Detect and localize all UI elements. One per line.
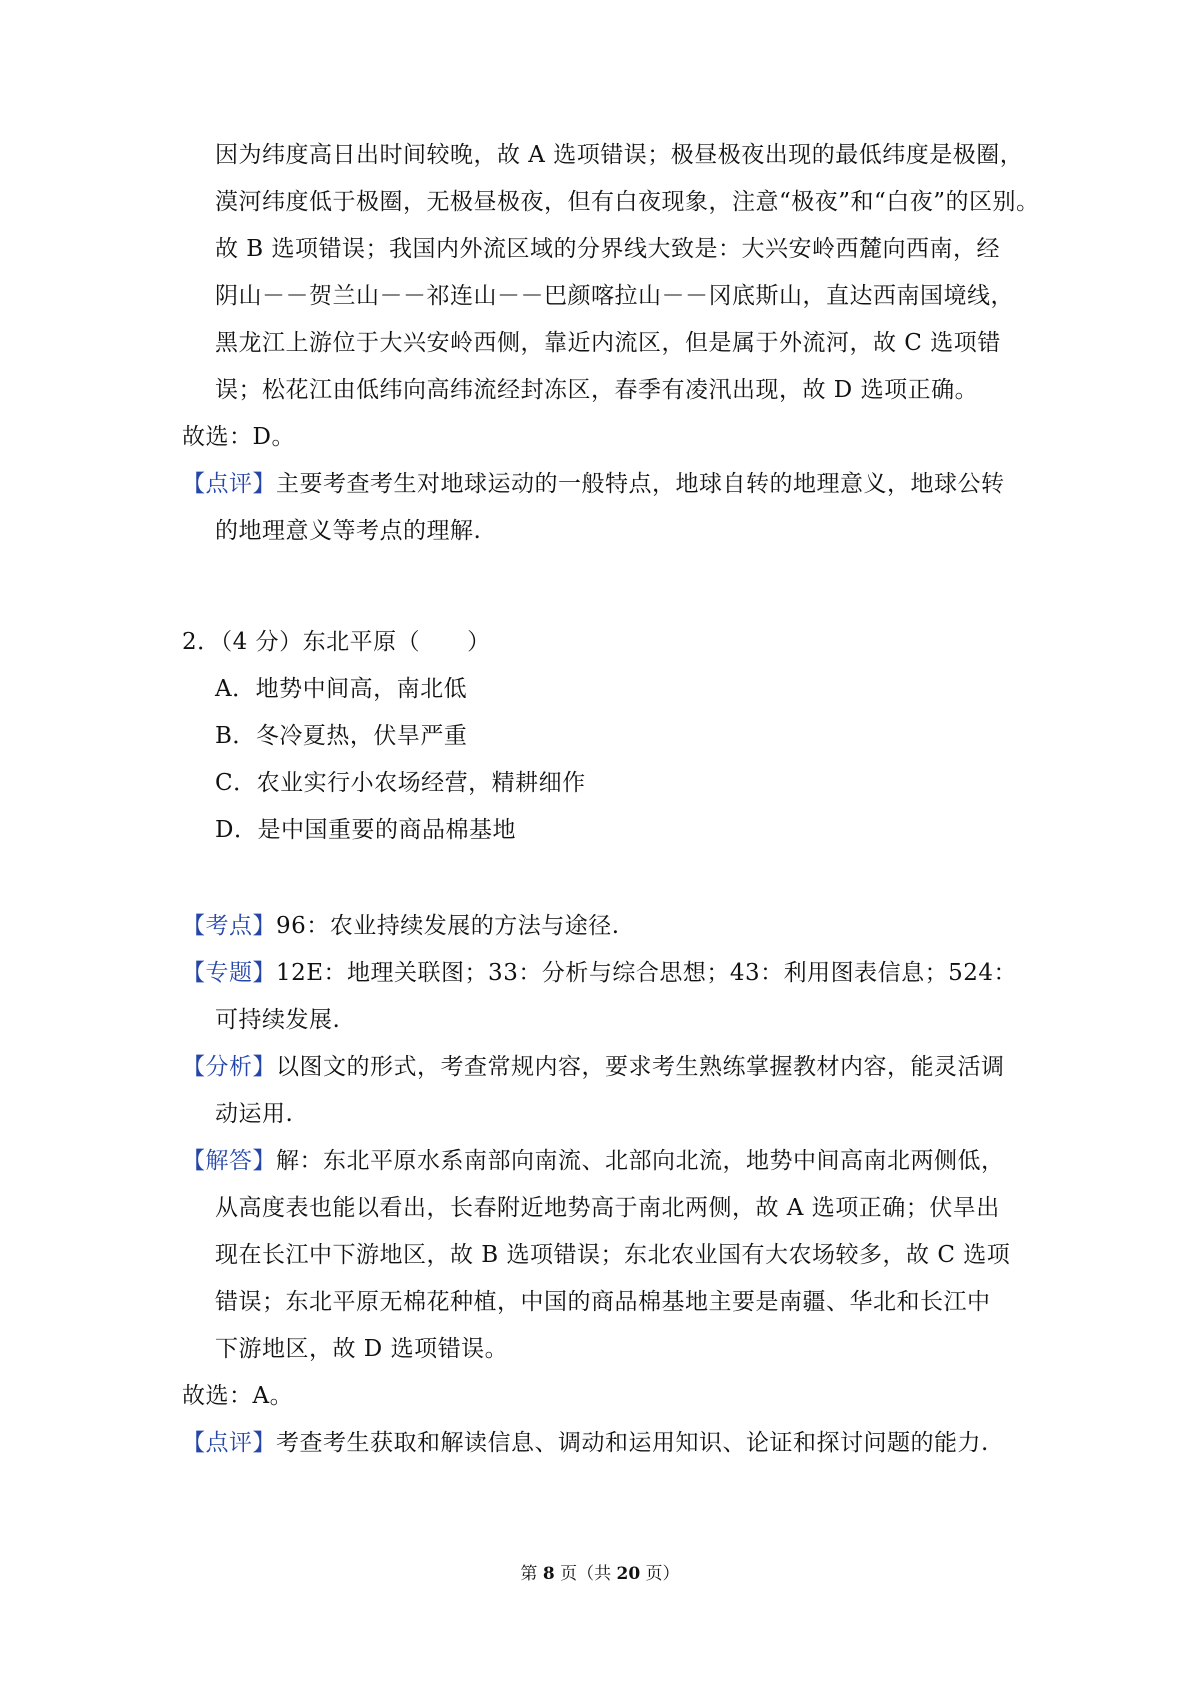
q2-option-a: A．地势中间高，南北低 — [215, 676, 468, 702]
kaodian-tag: 【考点】 — [182, 913, 276, 939]
q2-answer: 故选：A。 — [182, 1383, 294, 1409]
review-tag: 【点评】 — [182, 471, 276, 497]
jieda-tag: 【解答】 — [182, 1148, 276, 1174]
zhuanti-tag: 【专题】 — [182, 960, 276, 986]
q2-jieda-line-4: 错误；东北平原无棉花种植，中国的商品棉基地主要是南疆、华北和长江中 — [215, 1289, 991, 1315]
q1-review — [182, 468, 1005, 500]
fenxi-text: 以图文的形式，考查常规内容，要求考生熟练掌握教材内容，能灵活调 — [276, 1054, 1005, 1080]
q2-kaodian — [182, 910, 620, 942]
review-tag: 【点评】 — [182, 1430, 276, 1456]
jieda-text: 解：东北平原水系南部向南流、北部向北流，地势中间高南北两侧低， — [276, 1148, 1005, 1174]
page-number: 8 — [542, 1564, 555, 1584]
q2-option-c: C．农业实行小农场经营，精耕细作 — [215, 770, 586, 796]
q1-analysis-line-6: 误；松花江由低纬向高纬流经封冻区，春季有凌汛出现，故 D 选项正确。 — [215, 377, 979, 403]
footer-prefix: 第 — [520, 1564, 543, 1584]
q1-analysis-line-3: 故 B 选项错误；我国内外流区域的分界线大致是：大兴安岭西麓向西南，经 — [215, 236, 1001, 262]
review-text: 考查考生获取和解读信息、调动和运用知识、论证和探讨问题的能力. — [276, 1430, 989, 1456]
q2-stem: 2．（4 分）东北平原（ ） — [182, 629, 491, 655]
q1-answer: 故选：D。 — [182, 424, 295, 450]
kaodian-text: 96：农业持续发展的方法与途径. — [276, 913, 620, 939]
q2-fenxi — [182, 1051, 1005, 1083]
q2-zhuanti-line-2: 可持续发展. — [215, 1007, 341, 1033]
q2-option-b: B．冬冷夏热，伏旱严重 — [215, 723, 468, 749]
q2-fenxi-line-2: 动运用. — [215, 1101, 294, 1127]
q1-analysis-line-5: 黑龙江上游位于大兴安岭西侧，靠近内流区，但是属于外流河，故 C 选项错 — [215, 330, 1001, 356]
footer-suffix: 页） — [640, 1564, 680, 1584]
q2-option-d: D．是中国重要的商品棉基地 — [215, 817, 516, 843]
q1-analysis-line-1: 因为纬度高日出时间较晚，故 A 选项错误；极昼极夜出现的最低纬度是极圈， — [215, 142, 1024, 168]
zhuanti-text: 12E：地理关联图；33：分析与综合思想；43：利用图表信息；524： — [276, 960, 1017, 986]
q1-analysis-line-2: 漠河纬度低于极圈，无极昼极夜，但有白夜现象，注意“极夜”和“白夜”的区别。 — [215, 189, 1040, 215]
q1-analysis-line-4: 阴山－－贺兰山－－祁连山－－巴颜喀拉山－－冈底斯山，直达西南国境线， — [215, 283, 1014, 309]
page-footer — [0, 1562, 1200, 1586]
q2-jieda-line-5: 下游地区，故 D 选项错误。 — [215, 1336, 509, 1362]
q2-review — [182, 1427, 989, 1459]
q1-review-line-2: 的地理意义等考点的理解. — [215, 518, 482, 544]
total-pages: 20 — [616, 1564, 641, 1584]
footer-middle: 页（共 — [554, 1564, 617, 1584]
q2-jieda-line-3: 现在长江中下游地区，故 B 选项错误；东北农业国有大农场较多，故 C 选项 — [215, 1242, 1011, 1268]
fenxi-tag: 【分析】 — [182, 1054, 276, 1080]
q2-zhuanti — [182, 957, 1017, 989]
q2-jieda — [182, 1145, 1005, 1177]
review-text: 主要考查考生对地球运动的一般特点，地球自转的地理意义，地球公转 — [276, 471, 1005, 497]
q2-jieda-line-2: 从高度表也能以看出，长春附近地势高于南北两侧，故 A 选项正确；伏旱出 — [215, 1195, 1000, 1221]
